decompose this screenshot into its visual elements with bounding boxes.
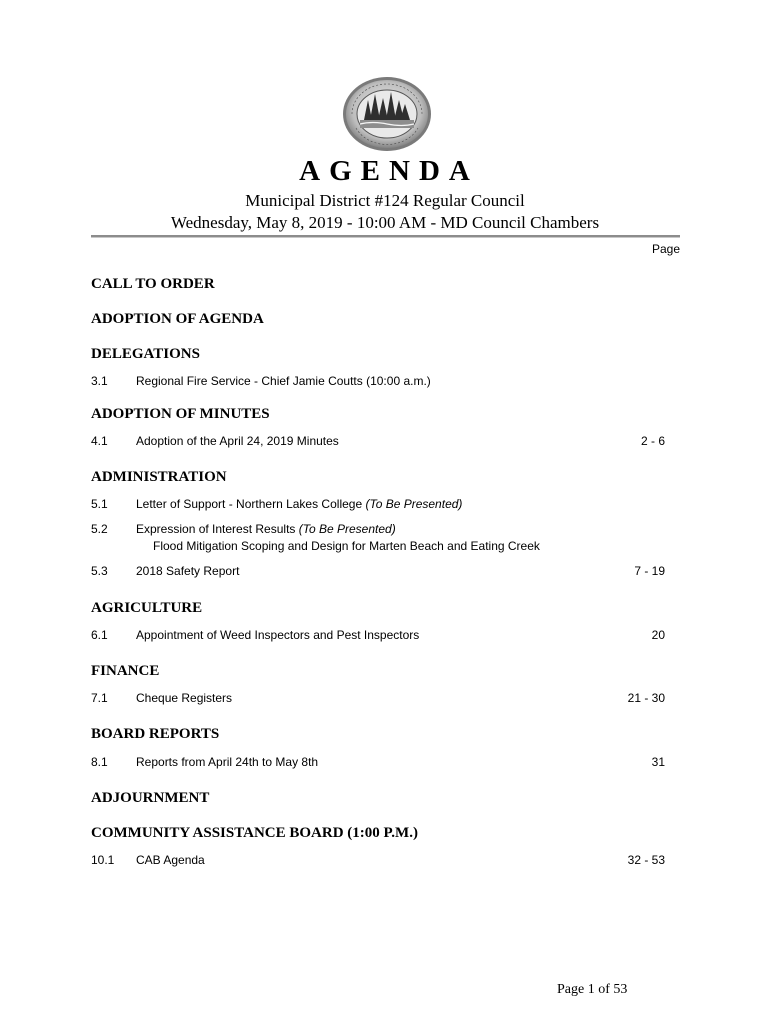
item-number: 8.1 (91, 755, 108, 769)
item-note: (To Be Presented) (365, 497, 463, 511)
section-adjournment: ADJOURNMENT (91, 790, 210, 806)
agenda-item-10-1: CAB Agenda (136, 853, 205, 867)
section-adoption-of-agenda: ADOPTION OF AGENDA (91, 311, 264, 327)
item-page-range: 31 (651, 755, 665, 769)
section-community-assistance-board: COMMUNITY ASSISTANCE BOARD (1:00 P.M.) (91, 825, 418, 841)
item-text: Letter of Support - Northern Lakes College (136, 497, 363, 511)
section-board-reports: BOARD REPORTS (91, 726, 220, 742)
item-number: 7.1 (91, 691, 108, 705)
item-number: 6.1 (91, 628, 108, 642)
council-name: Municipal District #124 Regular Council (245, 191, 525, 210)
section-agriculture: AGRICULTURE (91, 600, 203, 616)
agenda-item-3-1: Regional Fire Service - Chief Jamie Coutts (10:00 a.m.) (136, 374, 431, 388)
item-page-range: 2 - 6 (640, 434, 665, 448)
agenda-title: AGENDA (299, 155, 479, 187)
header-divider (91, 235, 680, 238)
item-number: 5.3 (91, 564, 108, 578)
meeting-date-location: Wednesday, May 8, 2019 - 10:00 AM - MD Council Chambers (170, 213, 600, 232)
agenda-item-6-1: Appointment of Weed Inspectors and Pest Inspectors (136, 628, 420, 642)
agenda-item-5-1 (136, 497, 462, 511)
item-number: 3.1 (91, 374, 108, 388)
section-delegations: DELEGATIONS (91, 346, 200, 362)
item-page-range: 20 (651, 628, 665, 642)
item-number: 5.1 (91, 497, 108, 511)
section-adoption-of-minutes: ADOPTION OF MINUTES (91, 406, 270, 422)
item-text: Expression of Interest Results (136, 522, 296, 536)
item-note: (To Be Presented) (298, 522, 396, 536)
agenda-item-5-3: 2018 Safety Report (136, 564, 240, 578)
item-number: 4.1 (91, 434, 108, 448)
municipal-seal-logo (342, 76, 432, 152)
page-column-label: Page (651, 242, 680, 256)
item-page-range: 32 - 53 (627, 853, 665, 867)
section-administration: ADMINISTRATION (91, 469, 227, 485)
agenda-item-5-2-subtext: Flood Mitigation Scoping and Design for Marten Beach and Eating Creek (153, 539, 540, 553)
item-page-range: 21 - 30 (627, 691, 665, 705)
page-indicator: Page 1 of 53 (557, 982, 628, 997)
item-number: 5.2 (91, 522, 108, 536)
agenda-item-5-2 (136, 522, 396, 536)
item-number: 10.1 (91, 853, 115, 867)
agenda-item-8-1: Reports from April 24th to May 8th (136, 755, 319, 769)
item-page-range: 7 - 19 (634, 564, 665, 578)
agenda-item-7-1: Cheque Registers (136, 691, 233, 705)
agenda-item-4-1: Adoption of the April 24, 2019 Minutes (136, 434, 339, 448)
section-call-to-order: CALL TO ORDER (91, 276, 215, 292)
section-finance: FINANCE (91, 663, 160, 679)
